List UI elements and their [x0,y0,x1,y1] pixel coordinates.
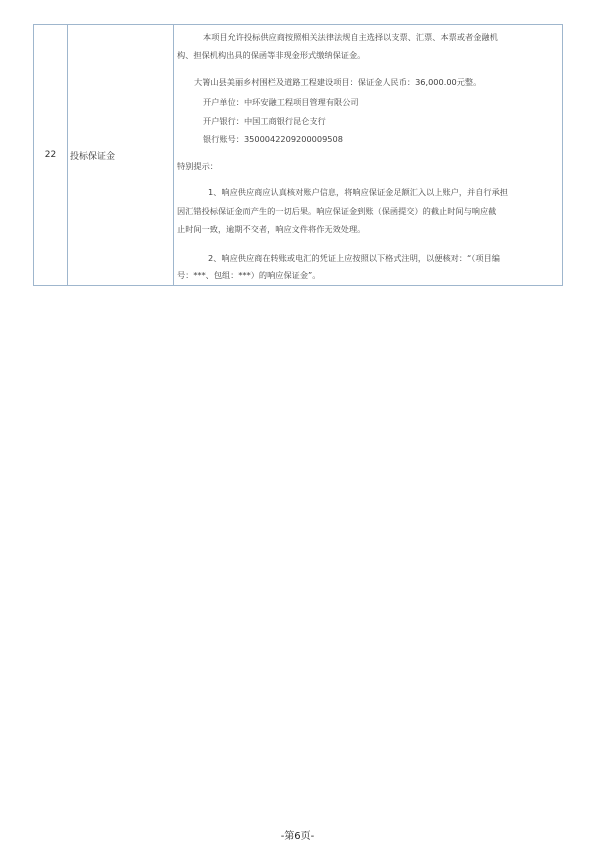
notice-title: 特别提示： [177,161,218,171]
note-2-line-1: 2、响应供应商在转账或电汇的凭证上应按照以下格式注明，以便核对：“（项目编 [208,253,500,263]
row-item-name: 投标保证金 [70,151,116,162]
account-unit-line: 开户单位：中环安融工程项目管理有限公司 [203,97,359,107]
intro-line-1: 本项目允许投标供应商按照相关法律法规自主选择以支票、汇票、本票或者金融机 [203,32,498,42]
note-1-line-3: 止时间一致，逾期不交者，响应文件将作无效处理。 [177,224,366,234]
info-table [33,24,563,286]
intro-line-2: 构、担保机构出具的保函等非现金形式缴纳保证金。 [177,50,366,60]
page-number: -第6页- [280,831,315,842]
row-number: 22 [44,150,57,160]
account-number-line: 银行账号：3500042209200009508 [203,134,343,144]
note-1-line-1: 1、响应供应商应认真核对账户信息，将响应保证金足额汇入以上账户，并自行承担 [208,187,508,197]
note-1-line-2: 因汇错投标保证金而产生的一切后果。响应保证金到账（保函提交）的截止时间与响应截 [177,206,497,216]
account-bank-line: 开户银行：中国工商银行昆仑支行 [203,116,326,126]
note-2-line-2: 号：***、包组：***）的响应保证金”。 [177,270,321,280]
row-content [174,25,558,285]
project-amount-line: 大箐山县美丽乡村围栏及道路工程建设项目：保证金人民币：36,000.00元整。 [194,77,482,87]
column-divider [67,25,68,285]
